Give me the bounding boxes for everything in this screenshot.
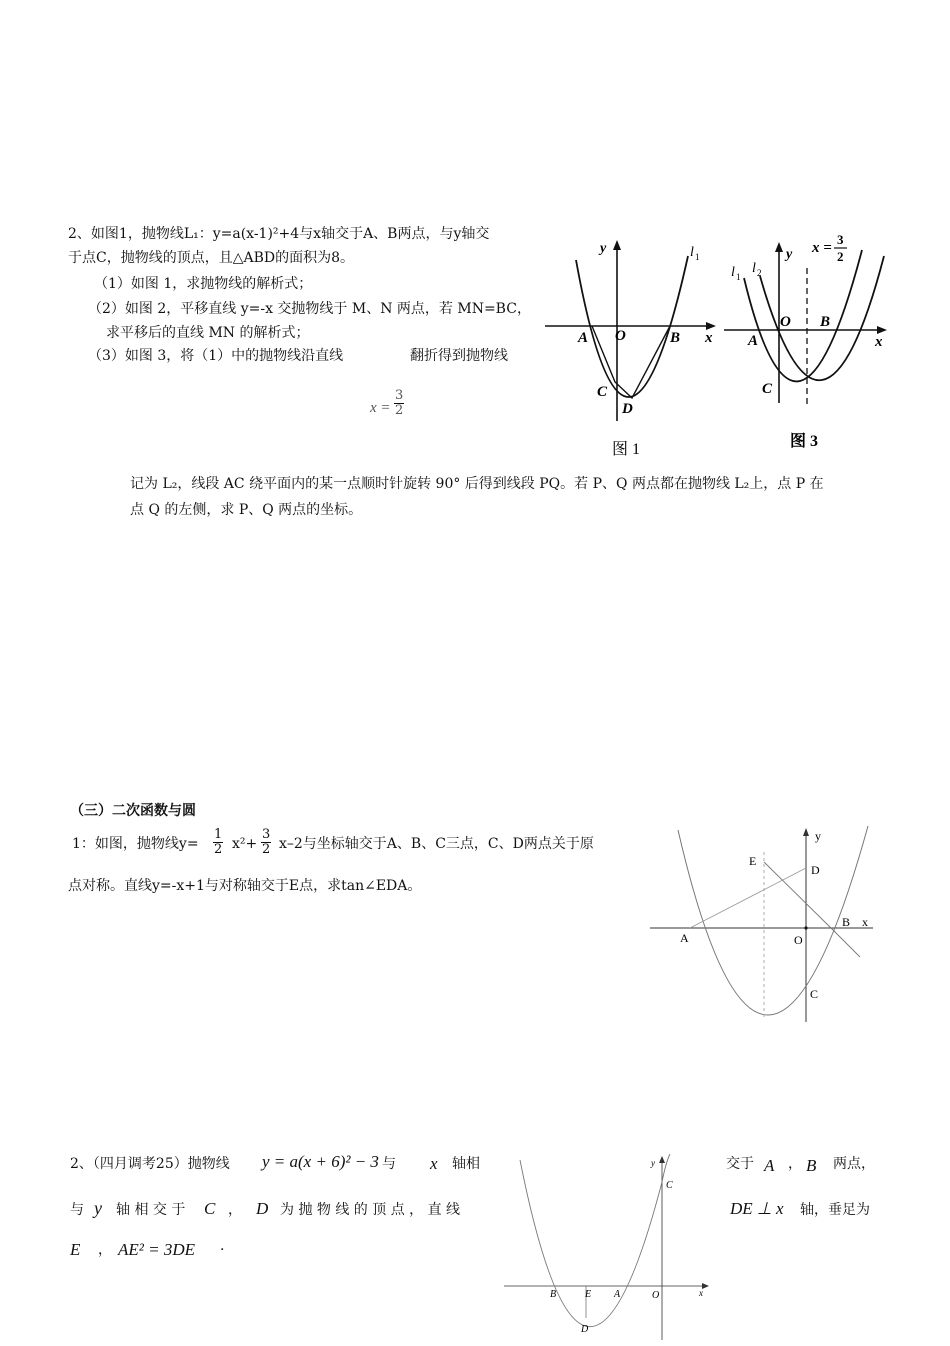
last-problem-line2-intersect: 轴 相 交 于 [116, 1202, 186, 1218]
fig1-label-A: A [578, 330, 589, 346]
fig4-line-AD [690, 868, 806, 928]
fig1-label-l1-sub: 1 [695, 252, 700, 262]
last-problem-perp: DE ⊥ x [730, 1199, 784, 1218]
fig5-label-D: D [581, 1324, 589, 1335]
fig4-parabola [678, 826, 868, 1015]
last-problem-period: . [220, 1238, 225, 1254]
last-problem-line2-comma: ， [228, 1202, 242, 1218]
fig4-label-A: A [680, 931, 689, 945]
fig1-label-x: x [705, 330, 713, 346]
problem2-q3-part-a: （3）如图 3，将（1）中的抛物线沿直线 [88, 348, 344, 364]
fraction-three-halves-den: 2 [262, 842, 271, 857]
fig3-label-y: y [786, 247, 793, 262]
last-problem-B-var: B [806, 1156, 817, 1175]
fig1-label-O: O [615, 328, 626, 344]
fig1-caption: 图 1 [612, 441, 641, 458]
fig3-x-arrow-icon [877, 326, 887, 334]
fig1-label-l1: l [690, 245, 694, 260]
fig5-y-arrow-icon [659, 1156, 665, 1163]
fig4-y-arrow-icon [803, 828, 809, 836]
fraction-three-halves-num: 3 [262, 827, 271, 842]
fig3-label-C: C [762, 381, 773, 397]
section-heading: （三）二次函数与圆 [70, 802, 196, 818]
last-problem-prefix: 2、（四月调考25）抛物线 [70, 1156, 230, 1172]
axis-fraction [394, 389, 404, 418]
fig1-y-arrow-icon [613, 240, 621, 250]
fig1-label-B: B [670, 330, 681, 346]
fig3-label-l2: l [752, 261, 756, 276]
fig4-label-B: B [842, 915, 851, 929]
fraction-one-half [213, 828, 223, 857]
fig4-label-C: C [810, 987, 819, 1001]
fig5-label-y: y [651, 1158, 655, 1168]
last-problem-comma: ， [788, 1156, 802, 1172]
fig1-label-C: C [597, 384, 608, 400]
fig5-label-B: B [550, 1289, 557, 1300]
fig4-line-extension [833, 930, 860, 957]
problem2-q2-continued: 求平移后的直线 MN 的解析式； [106, 325, 310, 341]
fig5-label-O: O [652, 1290, 660, 1301]
fig3-label-B: B [820, 314, 831, 330]
last-problem-axis-text: 轴相 [452, 1156, 480, 1172]
fig3-label-x: x [875, 334, 883, 350]
last-problem-right-text: 交于 [726, 1156, 754, 1172]
last-problem-condition: AE² = 3DE [118, 1240, 195, 1259]
fig3-label-l1: l [731, 265, 735, 280]
fig5-label-E: E [585, 1289, 592, 1300]
fig1-label-y: y [600, 241, 607, 256]
last-problem-C-var: C [204, 1199, 216, 1218]
problem2-q3-part-b: 翻折得到抛物线 [410, 348, 508, 364]
fig5-x-arrow-icon [702, 1283, 709, 1289]
fig3-label-l2-sub: 2 [757, 268, 762, 278]
fig3-caption: 图 3 [790, 433, 819, 450]
fig1-label-D: D [622, 401, 633, 417]
fig5-label-x: x [699, 1288, 703, 1298]
last-problem-comma3: ， [98, 1242, 112, 1258]
last-problem-equation: y = a(x + 6)² − 3 [262, 1152, 379, 1171]
fig3-label-l1-sub: 1 [736, 272, 741, 282]
last-problem-perp-tail: 轴，垂足为 [800, 1202, 870, 1218]
figure-4 [648, 822, 888, 1027]
fig4-label-E: E [749, 854, 757, 868]
fig3-label-axis-num: 3 [837, 232, 844, 247]
axis-equation: x = [370, 400, 391, 416]
fig5-label-C: C [666, 1180, 673, 1191]
fraction-one-half-num: 1 [214, 827, 223, 842]
fraction-three-halves [261, 828, 271, 857]
figure-1 [540, 236, 720, 466]
fraction-one-half-den: 2 [214, 842, 223, 857]
fig3-label-A: A [748, 333, 759, 349]
axis-fraction-denominator: 2 [395, 403, 404, 418]
fig3-label-axis-den: 2 [837, 249, 844, 264]
last-problem-line2-vertex: 为 抛 物 线 的 顶 点 ， 直 线 [280, 1202, 461, 1218]
last-problem-D-var: D [256, 1199, 269, 1218]
last-problem-y-var: y [94, 1198, 102, 1218]
figure-3 [722, 228, 897, 458]
fig4-label-O: O [794, 933, 803, 947]
section3-p1-suffix: x–2与坐标轴交于A、B、C三点，C、D两点关于原 [279, 836, 594, 852]
fig4-label-y: y [815, 829, 821, 843]
section3-p1-prefix: 1：如图，抛物线y= [72, 836, 199, 852]
section3-p1-line2: 点对称。直线y=-x+1与对称轴交于E点，求tan∠EDA。 [68, 878, 422, 894]
last-problem-A-var: A [764, 1156, 775, 1175]
problem2-q1: （1）如图 1，求抛物线的解析式； [94, 276, 313, 292]
problem2-continued-line1: 记为 L₂，线段 AC 绕平面内的某一点顺时针旋转 90° 后得到线段 PQ。若 P、Q 两点都在抛物线 L₂上，点 P 在 [130, 476, 824, 492]
problem2-line2: 于点C，抛物线的顶点，且△ABD的面积为8。 [68, 250, 355, 266]
problem2-q2: （2）如图 2，平移直线 y=-x 交抛物线于 M、N 两点，若 MN=BC， [88, 301, 531, 317]
fig3-y-arrow-icon [775, 242, 783, 252]
fig5-label-A: A [614, 1289, 621, 1300]
fig3-label-axis: x = [812, 240, 832, 256]
axis-fraction-numerator: 3 [395, 388, 404, 403]
fig4-origin-dot [804, 926, 807, 929]
last-problem-with: 与 [382, 1156, 396, 1172]
fig4-label-x: x [862, 915, 868, 929]
fig4-label-D: D [811, 863, 820, 877]
last-problem-two-points: 两点， [833, 1156, 875, 1172]
fig3-label-O: O [780, 314, 791, 330]
last-problem-line2-with: 与 [70, 1202, 84, 1218]
last-problem-E-var: E [70, 1240, 81, 1259]
problem2-continued-line2: 点 Q 的左侧，求 P、Q 两点的坐标。 [130, 502, 363, 518]
fig1-x-arrow-icon [706, 322, 716, 330]
figure-5 [504, 1152, 714, 1346]
section3-p1-x-squared: x²+ [232, 836, 258, 852]
fig5-parabola [520, 1154, 670, 1327]
last-problem-x-var: x [430, 1154, 438, 1173]
problem2-line1: 2、如图1，抛物线L₁：y=a(x-1)²+4与x轴交于A、B两点，与y轴交 [68, 226, 490, 242]
